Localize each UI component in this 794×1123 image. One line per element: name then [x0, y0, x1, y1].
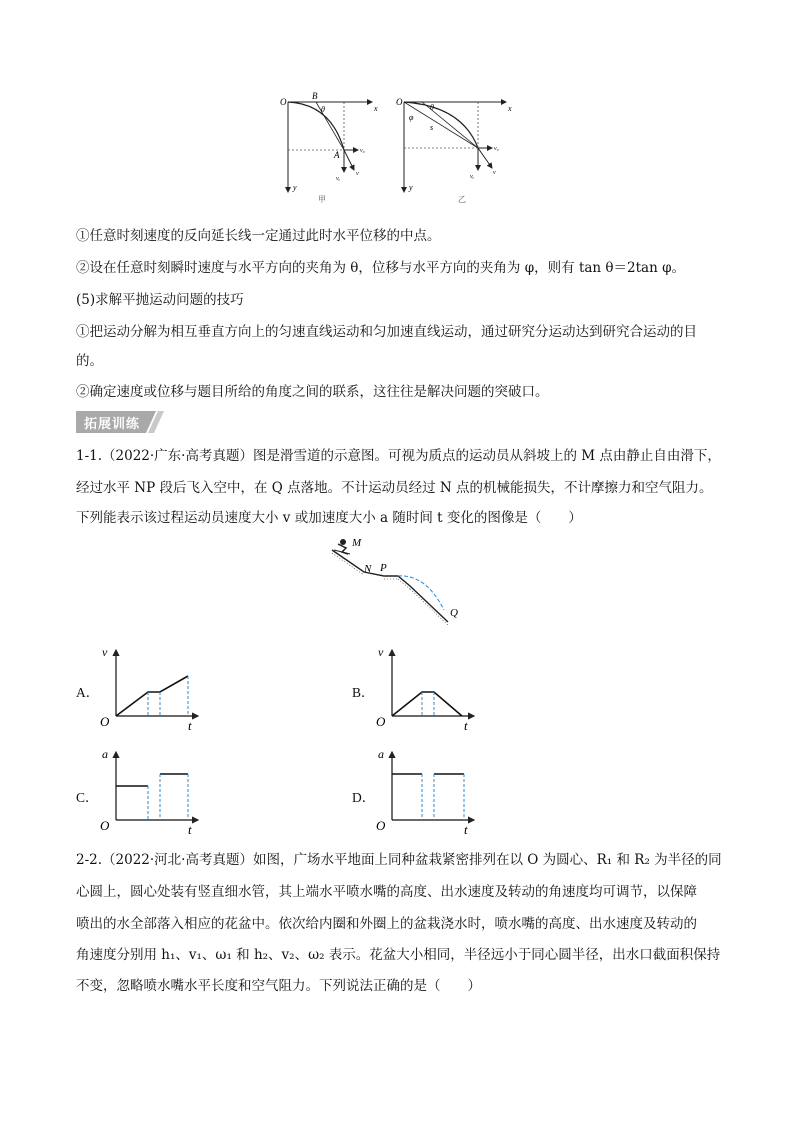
option-d-label[interactable]: D． — [352, 790, 376, 805]
fig-yi-caption: 乙 — [458, 195, 466, 204]
option-c-graph[interactable] — [96, 748, 206, 836]
option-a-label[interactable]: A． — [76, 685, 100, 700]
q2-line-2: 心圆上，圆心处装有竖直细水管，其上端水平喷水嘴的高度、出水速度及转动的角速度均可调节，以保障 — [76, 884, 697, 900]
option-b-graph[interactable] — [372, 646, 482, 734]
option-d-ylabel: a — [378, 748, 384, 761]
figure-jia — [276, 92, 386, 204]
option-a-xlabel: t — [188, 718, 192, 733]
q1-line-1: 1-1.（2022·广东·高考真题）图是滑雪道的示意图。可视为质点的运动员从斜坡上的 M 点由静止自由滑下， — [76, 448, 721, 464]
q2-line-4: 角速度分别用 h₁、v₁、ω₁ 和 h₂、v₂、ω₂ 表示。花盆大小相同，半径远小于同心圆半径，出水口截面积保持 — [76, 947, 721, 963]
option-c-ylabel: a — [102, 748, 108, 761]
paragraph-2: ②设在任意时刻瞬时速度与水平方向的夹角为 θ，位移与水平方向的夹角为 φ，则有 tan θ＝2tan φ。 — [76, 260, 686, 276]
fig-jia-theta: θ — [321, 105, 325, 114]
fig-yi-v: v — [493, 170, 496, 176]
paragraph-4a: ①把运动分解为相互垂直方向上的匀速直线运动和匀加速直线运动，通过研究分运动达到研究合运动的目 — [76, 324, 697, 340]
fig-jia-v: v — [356, 171, 359, 177]
option-a-graph[interactable] — [96, 646, 206, 734]
fig-jia-vy: vᵧ — [336, 176, 341, 182]
option-c-xlabel: t — [188, 822, 192, 836]
option-c-origin: O — [100, 818, 110, 833]
option-a-origin: O — [100, 714, 110, 729]
option-a-ylabel: v — [102, 646, 108, 659]
fig-yi-origin: O — [396, 97, 403, 107]
fig-jia-caption: 甲 — [318, 195, 326, 204]
option-b-label[interactable]: B． — [352, 685, 375, 700]
option-b-origin: O — [376, 714, 386, 729]
option-d-origin: O — [376, 818, 386, 833]
q2-line-1: 2-2.（2022·河北·高考真题）如图，广场水平地面上同种盆栽紧密排列在以 O 为圆心、R₁ 和 R₂ 为半径的同 — [76, 852, 722, 868]
fig-jia-y: y — [293, 183, 297, 192]
fig-jia-v0: v₀ — [360, 148, 365, 154]
fig-yi-s: s — [430, 123, 434, 132]
paragraph-4b: 的。 — [76, 353, 103, 369]
fig-yi-x: x — [508, 104, 512, 113]
paragraph-3: (5)求解平抛运动问题的技巧 — [76, 292, 244, 308]
fig-yi-y: y — [409, 183, 413, 192]
fig-yi-v0: v₀ — [494, 146, 499, 152]
q2-line-5: 不变，忽略喷水嘴水平长度和空气阻力。下列说法正确的是（ ） — [76, 978, 481, 994]
section-badge: 拓展训练 — [84, 417, 141, 432]
fig-yi-vy: vᵧ — [470, 174, 475, 180]
fig-jia-origin: O — [280, 97, 287, 107]
q2-line-3: 喷出的水全部落入相应的花盆中。依次给内圈和外圈上的盆栽浇水时，喷水嘴的高度、出水速度及转动的 — [76, 916, 697, 932]
option-b-ylabel: v — [378, 646, 384, 659]
option-c-label[interactable]: C． — [76, 790, 99, 805]
fig-jia-b: B — [312, 92, 318, 101]
option-d-xlabel: t — [464, 822, 468, 836]
fig-yi-phi: φ — [409, 113, 414, 122]
paragraph-5: ②确定速度或位移与题目所给的角度之间的联系，这往往是解决问题的突破口。 — [76, 384, 549, 400]
fig-jia-x: x — [374, 104, 378, 113]
skier-icon — [334, 539, 350, 554]
figure-yi — [392, 92, 522, 204]
paragraph-1: ①任意时刻速度的反向延长线一定通过此时水平位移的中点。 — [76, 228, 441, 244]
option-d-graph[interactable] — [372, 748, 482, 836]
fig-jia-a: A — [334, 150, 340, 160]
q1-line-2: 经过水平 NP 段后飞入空中，在 Q 点落地。不计运动员经过 N 点的机械能损失，不计摩擦力和空气阻力。 — [76, 480, 713, 496]
fig-yi-theta: θ — [430, 103, 434, 112]
q1-line-3: 下列能表示该过程运动员速度大小 v 或加速度大小 a 随时间 t 变化的图像是（ ） — [76, 510, 582, 526]
ski-slope-figure — [326, 534, 466, 630]
slope-label-q: Q — [450, 607, 458, 619]
option-b-xlabel: t — [464, 718, 468, 733]
slope-label-n: N — [364, 563, 372, 575]
slope-label-p: P — [380, 562, 387, 574]
slope-label-m: M — [352, 537, 362, 549]
